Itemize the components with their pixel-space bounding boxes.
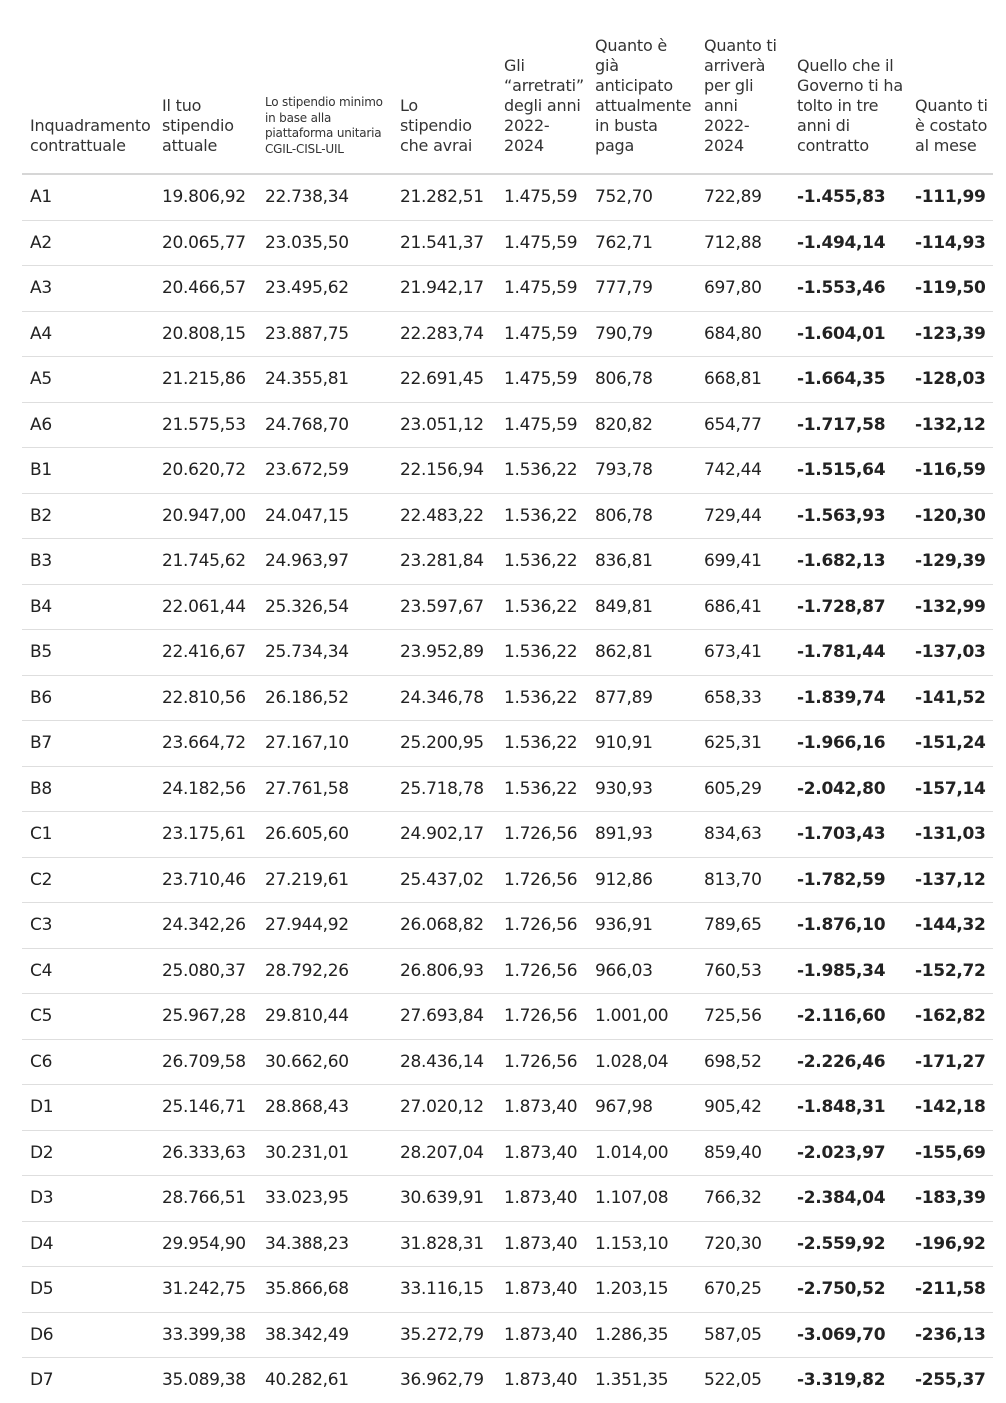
cell-tolto-governo: -2.559,92 (789, 1221, 907, 1267)
cell-inquadramento: A3 (22, 266, 154, 312)
cell-stipendio-minimo: 24.768,70 (257, 402, 392, 448)
header-inquadramento: Inquadramento contrattuale (22, 0, 154, 174)
cell-arretrati: 1.726,56 (496, 948, 587, 994)
cell-stipendio-attuale: 26.709,58 (154, 1039, 257, 1085)
cell-stipendio-attuale: 20.065,77 (154, 220, 257, 266)
cell-arrivera: 673,41 (696, 630, 789, 676)
cell-inquadramento: A2 (22, 220, 154, 266)
cell-stipendio-attuale: 25.146,71 (154, 1085, 257, 1131)
cell-inquadramento: B3 (22, 539, 154, 585)
table-row (22, 1312, 993, 1358)
table-row (22, 948, 993, 994)
cell-inquadramento: C3 (22, 903, 154, 949)
cell-stipendio-minimo: 27.167,10 (257, 721, 392, 767)
table-row (22, 1130, 993, 1176)
cell-stipendio-attuale: 21.575,53 (154, 402, 257, 448)
cell-arrivera: 905,42 (696, 1085, 789, 1131)
header-stipendio-attuale: Il tuo stipendio attuale (154, 0, 257, 174)
salary-table-container (22, 0, 993, 1403)
table-row (22, 766, 993, 812)
cell-stipendio-attuale: 21.745,62 (154, 539, 257, 585)
cell-costo-mese: -236,13 (907, 1312, 993, 1358)
cell-tolto-governo: -3.319,82 (797, 1370, 886, 1391)
cell-anticipato: 910,91 (587, 721, 696, 767)
cell-tolto-governo: -1.839,74 (789, 675, 907, 721)
cell-arretrati: 1.475,59 (496, 357, 587, 403)
cell-costo-mese: -157,14 (907, 766, 993, 812)
cell-anticipato: 806,78 (587, 493, 696, 539)
header-anticipato: Quanto è già anticipato attualmente in busta paga (587, 0, 696, 174)
cell-anticipato: 1.286,35 (587, 1312, 696, 1358)
cell-tolto-governo: -2.023,97 (789, 1130, 907, 1176)
cell-tolto-governo: -1.717,58 (789, 402, 907, 448)
cell-arrivera: 813,70 (696, 857, 789, 903)
cell-stipendio-attuale: 26.333,63 (154, 1130, 257, 1176)
cell-arrivera: 522,05 (704, 1370, 762, 1391)
cell-arrivera: 859,40 (696, 1130, 789, 1176)
cell-stipendio-che-avrai: 26.806,93 (392, 948, 496, 994)
table-row (22, 311, 993, 357)
cell-tolto-governo: -1.781,44 (789, 630, 907, 676)
cell-inquadramento: D1 (22, 1085, 154, 1131)
cell-arretrati: 1.873,40 (496, 1221, 587, 1267)
cell-tolto-governo: -1.703,43 (789, 812, 907, 858)
cell-arrivera: 698,52 (696, 1039, 789, 1085)
cell-costo-mese: -142,18 (907, 1085, 993, 1131)
cell-arretrati: 1.726,56 (496, 1039, 587, 1085)
cell-arrivera: 699,41 (696, 539, 789, 585)
cell-arretrati: 1.536,22 (496, 539, 587, 585)
cell-anticipato: 849,81 (587, 584, 696, 630)
cell-tolto-governo: -2.116,60 (789, 994, 907, 1040)
cell-arrivera: 725,56 (696, 994, 789, 1040)
cell-inquadramento: B7 (22, 721, 154, 767)
cell-stipendio-che-avrai: 24.346,78 (392, 675, 496, 721)
table-row (22, 675, 993, 721)
cell-stipendio-che-avrai: 26.068,82 (392, 903, 496, 949)
cell-arrivera: 789,65 (696, 903, 789, 949)
cell-arrivera: 625,31 (696, 721, 789, 767)
cell-costo-mese: -196,92 (907, 1221, 993, 1267)
cell-costo-mese: -128,03 (907, 357, 993, 403)
cell-stipendio-attuale: 23.175,61 (154, 812, 257, 858)
cell-inquadramento: B2 (22, 493, 154, 539)
cell-anticipato: 762,71 (587, 220, 696, 266)
cell-arrivera: 742,44 (696, 448, 789, 494)
cell-anticipato: 790,79 (587, 311, 696, 357)
cell-costo-mese: -119,50 (907, 266, 993, 312)
table-row (22, 402, 993, 448)
cell-arretrati: 1.873,40 (496, 1176, 587, 1222)
cell-inquadramento: A1 (22, 174, 154, 220)
cell-stipendio-minimo: 27.761,58 (257, 766, 392, 812)
cell-stipendio-attuale: 24.182,56 (154, 766, 257, 812)
cell-stipendio-attuale: 29.954,90 (154, 1221, 257, 1267)
cell-tolto-governo: -1.664,35 (789, 357, 907, 403)
cell-stipendio-minimo: 27.944,92 (257, 903, 392, 949)
cell-arretrati: 1.873,40 (496, 1130, 587, 1176)
table-row (22, 357, 993, 403)
cell-stipendio-che-avrai: 21.942,17 (392, 266, 496, 312)
cell-costo-mese: -162,82 (907, 994, 993, 1040)
cell-tolto-governo: -1.553,46 (789, 266, 907, 312)
cell-stipendio-che-avrai: 22.483,22 (392, 493, 496, 539)
cell-stipendio-minimo: 24.963,97 (257, 539, 392, 585)
cell-arretrati: 1.536,22 (496, 584, 587, 630)
table-row (22, 584, 993, 630)
cell-arrivera: 720,30 (696, 1221, 789, 1267)
cell-arrivera: 670,25 (696, 1267, 789, 1313)
cell-stipendio-che-avrai: 25.437,02 (392, 857, 496, 903)
cell-stipendio-attuale: 24.342,26 (154, 903, 257, 949)
cell-stipendio-minimo: 38.342,49 (257, 1312, 392, 1358)
cell-stipendio-che-avrai: 35.272,79 (392, 1312, 496, 1358)
table-row (22, 1085, 993, 1131)
cell-tolto-governo: -1.985,34 (789, 948, 907, 994)
table-body (22, 174, 993, 1403)
cell-tolto-governo: -2.750,52 (789, 1267, 907, 1313)
cell-inquadramento: D7 (30, 1370, 54, 1391)
cell-arrivera: 712,88 (696, 220, 789, 266)
cell-stipendio-attuale: 23.664,72 (154, 721, 257, 767)
cell-anticipato: 836,81 (587, 539, 696, 585)
cell-arretrati: 1.475,59 (496, 174, 587, 220)
cell-costo-mese: -132,99 (907, 584, 993, 630)
cell-inquadramento: B8 (22, 766, 154, 812)
cell-arretrati: 1.475,59 (496, 402, 587, 448)
cell-stipendio-attuale: 31.242,75 (154, 1267, 257, 1313)
cell-arretrati: 1.475,59 (496, 266, 587, 312)
cell-inquadramento: D3 (22, 1176, 154, 1222)
cell-stipendio-minimo: 35.866,68 (257, 1267, 392, 1313)
cell-anticipato: 862,81 (587, 630, 696, 676)
cell-anticipato: 806,78 (587, 357, 696, 403)
cell-anticipato: 777,79 (587, 266, 696, 312)
table-row (22, 812, 993, 858)
header-row (22, 0, 993, 174)
table-row (22, 721, 993, 767)
cell-arretrati: 1.536,22 (496, 493, 587, 539)
cell-arrivera: 697,80 (696, 266, 789, 312)
cell-tolto-governo: -1.682,13 (789, 539, 907, 585)
cell-stipendio-attuale: 25.080,37 (154, 948, 257, 994)
cell-arretrati: 1.726,56 (496, 994, 587, 1040)
cell-anticipato: 1.203,15 (587, 1267, 696, 1313)
cell-costo-mese: -152,72 (907, 948, 993, 994)
cell-stipendio-minimo: 24.047,15 (257, 493, 392, 539)
cell-anticipato: 966,03 (587, 948, 696, 994)
table-row (22, 1176, 993, 1222)
cell-arretrati: 1.873,40 (496, 1085, 587, 1131)
cell-costo-mese: -114,93 (907, 220, 993, 266)
cell-stipendio-che-avrai: 23.952,89 (392, 630, 496, 676)
cell-tolto-governo: -1.728,87 (789, 584, 907, 630)
cell-arretrati: 1.726,56 (496, 857, 587, 903)
cell-arrivera: 654,77 (696, 402, 789, 448)
cell-costo-mese: -116,59 (907, 448, 993, 494)
table-row (22, 1039, 993, 1085)
cell-stipendio-che-avrai: 23.597,67 (392, 584, 496, 630)
cell-inquadramento: A4 (22, 311, 154, 357)
cell-tolto-governo: -3.069,70 (789, 1312, 907, 1358)
cell-costo-mese: -183,39 (907, 1176, 993, 1222)
header-stipendio-minimo: Lo stipendio minimo in base alla piattaforma unitaria CGIL-CISL-UIL (257, 0, 392, 174)
cell-stipendio-attuale: 28.766,51 (154, 1176, 257, 1222)
cell-stipendio-che-avrai: 27.020,12 (392, 1085, 496, 1131)
header-costo-mese: Quanto ti è costato al mese (907, 0, 993, 174)
cell-tolto-governo: -1.966,16 (789, 721, 907, 767)
cell-tolto-governo: -1.455,83 (789, 174, 907, 220)
cell-anticipato: 936,91 (587, 903, 696, 949)
cell-inquadramento: C1 (22, 812, 154, 858)
cell-stipendio-minimo: 27.219,61 (257, 857, 392, 903)
table-row (22, 493, 993, 539)
table-row (22, 1358, 993, 1403)
cell-arrivera: 686,41 (696, 584, 789, 630)
table-row (22, 1267, 993, 1313)
cell-costo-mese: -144,32 (907, 903, 993, 949)
cell-stipendio-minimo: 23.035,50 (257, 220, 392, 266)
cell-anticipato: 930,93 (587, 766, 696, 812)
cell-anticipato: 1.351,35 (595, 1370, 669, 1391)
cell-arretrati: 1.873,40 (496, 1267, 587, 1313)
cell-tolto-governo: -1.494,14 (789, 220, 907, 266)
table-row (22, 1221, 993, 1267)
table-row (22, 266, 993, 312)
cell-stipendio-attuale: 20.620,72 (154, 448, 257, 494)
cell-inquadramento: D2 (22, 1130, 154, 1176)
cell-stipendio-minimo: 26.186,52 (257, 675, 392, 721)
header-stipendio-che-avrai: Lo stipendio che avrai (392, 0, 496, 174)
cell-stipendio-che-avrai: 36.962,79 (400, 1370, 484, 1391)
cell-stipendio-attuale: 23.710,46 (154, 857, 257, 903)
cell-costo-mese: -132,12 (907, 402, 993, 448)
cell-anticipato: 820,82 (587, 402, 696, 448)
cell-arretrati: 1.726,56 (496, 812, 587, 858)
cell-arretrati: 1.726,56 (496, 903, 587, 949)
cell-inquadramento: A5 (22, 357, 154, 403)
cell-stipendio-minimo: 29.810,44 (257, 994, 392, 1040)
cell-stipendio-che-avrai: 22.691,45 (392, 357, 496, 403)
cell-tolto-governo: -2.384,04 (789, 1176, 907, 1222)
cell-costo-mese: -151,24 (907, 721, 993, 767)
cell-stipendio-che-avrai: 22.156,94 (392, 448, 496, 494)
table-row (22, 174, 993, 220)
cell-stipendio-che-avrai: 28.207,04 (392, 1130, 496, 1176)
header-arretrati: Gli “arretrati” degli anni 2022-2024 (496, 0, 587, 174)
cell-inquadramento: B4 (22, 584, 154, 630)
cell-stipendio-attuale: 22.061,44 (154, 584, 257, 630)
cell-costo-mese: -131,03 (907, 812, 993, 858)
cell-stipendio-che-avrai: 24.902,17 (392, 812, 496, 858)
cell-stipendio-minimo: 24.355,81 (257, 357, 392, 403)
cell-inquadramento: C4 (22, 948, 154, 994)
cell-arretrati: 1.475,59 (496, 311, 587, 357)
cell-arrivera: 658,33 (696, 675, 789, 721)
cell-stipendio-minimo: 40.282,61 (265, 1370, 349, 1391)
cell-stipendio-che-avrai: 25.718,78 (392, 766, 496, 812)
cell-stipendio-minimo: 33.023,95 (257, 1176, 392, 1222)
cell-anticipato: 1.153,10 (587, 1221, 696, 1267)
table-header (22, 0, 993, 174)
cell-tolto-governo: -2.042,80 (789, 766, 907, 812)
cell-inquadramento: A6 (22, 402, 154, 448)
cell-stipendio-attuale: 22.810,56 (154, 675, 257, 721)
cell-stipendio-attuale: 19.806,92 (154, 174, 257, 220)
cell-costo-mese: -171,27 (907, 1039, 993, 1085)
cell-costo-mese: -211,58 (907, 1267, 993, 1313)
cell-stipendio-che-avrai: 23.051,12 (392, 402, 496, 448)
cell-arretrati: 1.873,40 (504, 1370, 578, 1391)
cell-arrivera: 587,05 (696, 1312, 789, 1358)
cell-stipendio-attuale: 20.947,00 (154, 493, 257, 539)
cell-stipendio-minimo: 26.605,60 (257, 812, 392, 858)
cell-arrivera: 834,63 (696, 812, 789, 858)
cell-arretrati: 1.536,22 (496, 448, 587, 494)
header-tolto-governo: Quello che il Governo ti ha tolto in tre anni di contratto (789, 0, 907, 174)
cell-stipendio-minimo: 28.868,43 (257, 1085, 392, 1131)
cell-anticipato: 877,89 (587, 675, 696, 721)
cell-costo-mese: -129,39 (907, 539, 993, 585)
cell-tolto-governo: -1.604,01 (789, 311, 907, 357)
cell-anticipato: 1.028,04 (587, 1039, 696, 1085)
cell-arrivera: 684,80 (696, 311, 789, 357)
cell-tolto-governo: -2.226,46 (789, 1039, 907, 1085)
cell-stipendio-che-avrai: 27.693,84 (392, 994, 496, 1040)
cell-stipendio-che-avrai: 21.541,37 (392, 220, 496, 266)
cell-stipendio-che-avrai: 33.116,15 (392, 1267, 496, 1313)
cell-costo-mese: -120,30 (907, 493, 993, 539)
cell-costo-mese: -141,52 (907, 675, 993, 721)
cell-stipendio-che-avrai: 23.281,84 (392, 539, 496, 585)
cell-arrivera: 760,53 (696, 948, 789, 994)
cell-inquadramento: B1 (22, 448, 154, 494)
cell-inquadramento: C2 (22, 857, 154, 903)
table-row (22, 448, 993, 494)
cell-arretrati: 1.536,22 (496, 721, 587, 767)
cell-costo-mese: -255,37 (915, 1370, 986, 1391)
cell-arrivera: 722,89 (696, 174, 789, 220)
cell-anticipato: 891,93 (587, 812, 696, 858)
table-row (22, 220, 993, 266)
cell-anticipato: 1.107,08 (587, 1176, 696, 1222)
cell-costo-mese: -123,39 (907, 311, 993, 357)
cell-stipendio-che-avrai: 28.436,14 (392, 1039, 496, 1085)
cell-inquadramento: B5 (22, 630, 154, 676)
cell-stipendio-attuale: 20.466,57 (154, 266, 257, 312)
cell-arrivera: 668,81 (696, 357, 789, 403)
cell-stipendio-che-avrai: 25.200,95 (392, 721, 496, 767)
cell-stipendio-che-avrai: 21.282,51 (392, 174, 496, 220)
cell-costo-mese: -155,69 (907, 1130, 993, 1176)
cell-stipendio-attuale: 20.808,15 (154, 311, 257, 357)
cell-stipendio-minimo: 28.792,26 (257, 948, 392, 994)
cell-inquadramento: D5 (22, 1267, 154, 1313)
cell-anticipato: 793,78 (587, 448, 696, 494)
table-row (22, 994, 993, 1040)
table-row (22, 539, 993, 585)
cell-inquadramento: D4 (22, 1221, 154, 1267)
cell-stipendio-minimo: 25.734,34 (257, 630, 392, 676)
cell-stipendio-che-avrai: 31.828,31 (392, 1221, 496, 1267)
cell-inquadramento: D6 (22, 1312, 154, 1358)
cell-tolto-governo: -1.782,59 (789, 857, 907, 903)
cell-costo-mese: -111,99 (907, 174, 993, 220)
cell-anticipato: 1.014,00 (587, 1130, 696, 1176)
cell-anticipato: 1.001,00 (587, 994, 696, 1040)
cell-tolto-governo: -1.515,64 (789, 448, 907, 494)
cell-stipendio-minimo: 23.495,62 (257, 266, 392, 312)
cell-stipendio-che-avrai: 22.283,74 (392, 311, 496, 357)
cell-arretrati: 1.536,22 (496, 675, 587, 721)
cell-stipendio-attuale: 35.089,38 (162, 1370, 246, 1391)
cell-stipendio-attuale: 21.215,86 (154, 357, 257, 403)
cell-stipendio-minimo: 30.231,01 (257, 1130, 392, 1176)
cell-stipendio-minimo: 23.672,59 (257, 448, 392, 494)
cell-tolto-governo: -1.848,31 (789, 1085, 907, 1131)
cell-arretrati: 1.536,22 (496, 766, 587, 812)
header-arrivera: Quanto ti arriverà per gli anni 2022-2024 (696, 0, 789, 174)
cell-stipendio-attuale: 22.416,67 (154, 630, 257, 676)
cell-stipendio-minimo: 30.662,60 (257, 1039, 392, 1085)
cell-anticipato: 752,70 (587, 174, 696, 220)
cell-stipendio-minimo: 23.887,75 (257, 311, 392, 357)
cell-inquadramento: C5 (22, 994, 154, 1040)
cell-stipendio-che-avrai: 30.639,91 (392, 1176, 496, 1222)
cell-stipendio-attuale: 33.399,38 (154, 1312, 257, 1358)
cell-arretrati: 1.475,59 (496, 220, 587, 266)
cell-costo-mese: -137,12 (907, 857, 993, 903)
cell-arrivera: 729,44 (696, 493, 789, 539)
salary-table (22, 0, 993, 1403)
cell-tolto-governo: -1.563,93 (789, 493, 907, 539)
cell-costo-mese: -137,03 (907, 630, 993, 676)
cell-stipendio-attuale: 25.967,28 (154, 994, 257, 1040)
table-row (22, 857, 993, 903)
table-row (22, 630, 993, 676)
cell-anticipato: 967,98 (587, 1085, 696, 1131)
cell-arretrati: 1.536,22 (496, 630, 587, 676)
table-row (22, 903, 993, 949)
cell-stipendio-minimo: 34.388,23 (257, 1221, 392, 1267)
cell-arrivera: 605,29 (696, 766, 789, 812)
cell-inquadramento: C6 (22, 1039, 154, 1085)
cell-arrivera: 766,32 (696, 1176, 789, 1222)
cell-inquadramento: B6 (22, 675, 154, 721)
cell-stipendio-minimo: 25.326,54 (257, 584, 392, 630)
cell-arretrati: 1.873,40 (496, 1312, 587, 1358)
cell-tolto-governo: -1.876,10 (789, 903, 907, 949)
cell-stipendio-minimo: 22.738,34 (257, 174, 392, 220)
cell-anticipato: 912,86 (587, 857, 696, 903)
